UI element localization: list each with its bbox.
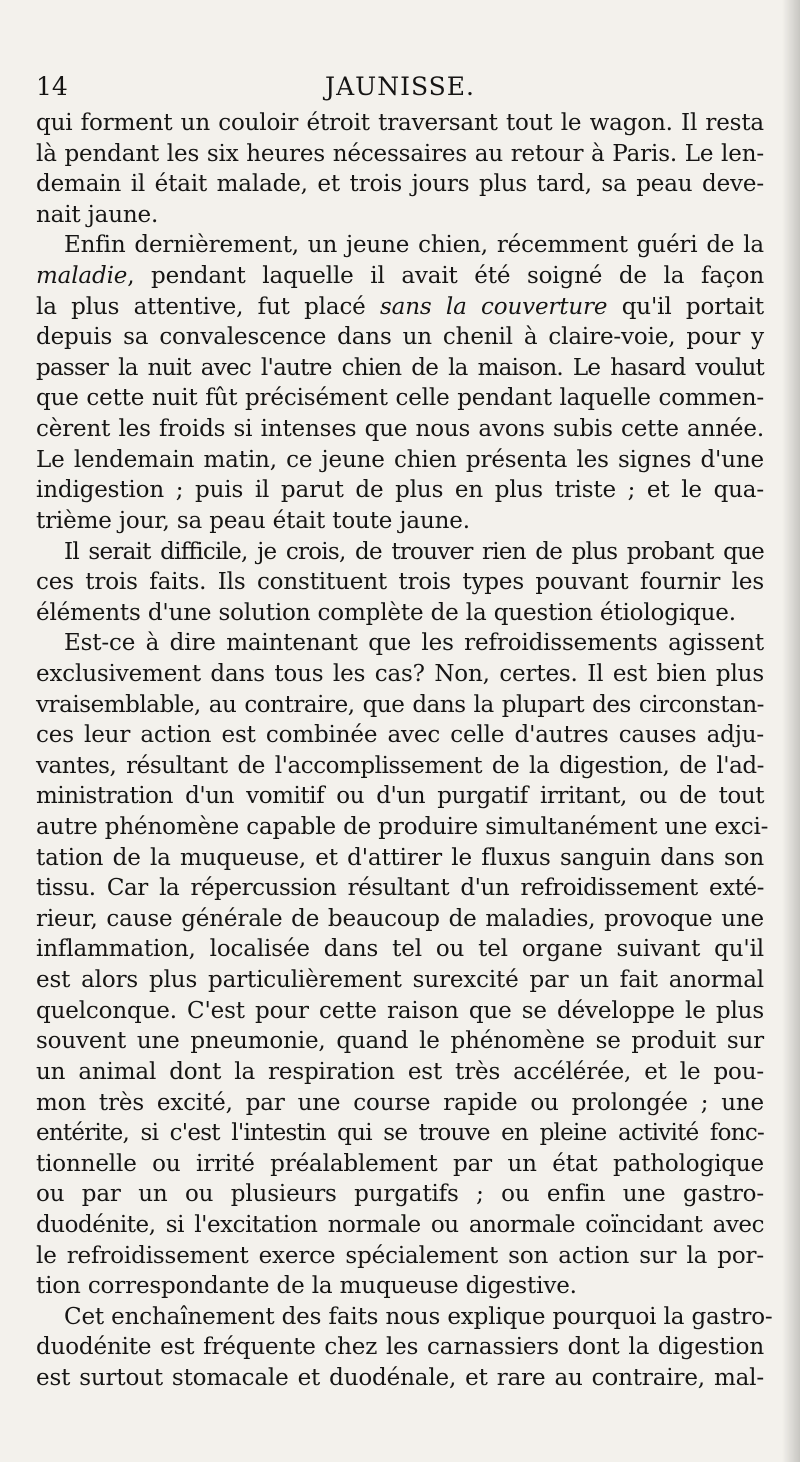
text-line: éléments d'une solution complète de la question étiologique. [36, 599, 736, 626]
text-line: là pendant les six heures nécessaires au retour à Paris. Le len- [36, 140, 764, 167]
text-line: Le lendemain matin, ce jeune chien présenta les signes d'une [36, 446, 764, 473]
text-line: le refroidissement exerce spécialement son action sur la por- [36, 1242, 764, 1269]
text-line: depuis sa convalescence dans un chenil à claire-voie, pour y [36, 324, 764, 351]
text-line: vantes, résultant de l'accomplissement de la digestion, de l'ad- [36, 752, 764, 779]
text-line: trième jour, sa peau était toute jaune. [36, 507, 470, 534]
text-line: un animal dont la respiration est très accélérée, et le pou- [36, 1058, 764, 1085]
text-line: vraisemblable, au contraire, que dans la plupart des circonstan- [36, 691, 764, 718]
text-line: ces trois faits. Ils constituent trois types pouvant fournir les [36, 569, 764, 596]
text-line: est surtout stomacale et duodénale, et rare au contraire, mal- [36, 1364, 764, 1391]
running-head [36, 68, 764, 108]
text-line: entérite, si c'est l'intestin qui se trouve en pleine activité fonc- [36, 1120, 764, 1147]
text-line: Enfin dernièrement, un jeune chien, récemment guéri de la [64, 232, 764, 259]
italic-text: sans la couverture [380, 293, 608, 320]
text-line: Il serait difficile, je crois, de trouver rien de plus probant que [64, 538, 764, 565]
text-line: mon très excité, par une course rapide ou prolongée ; une [36, 1089, 764, 1116]
text-line: Est-ce à dire maintenant que les refroidissements agissent [64, 630, 764, 657]
text-line: qui forment un couloir étroit traversant tout le wagon. Il resta [36, 110, 764, 136]
text-line: ministration d'un vomitif ou d'un purgatif irritant, ou de tout [36, 783, 764, 810]
text-line: Cet enchaînement des faits nous explique pourquoi la gastro- [64, 1303, 773, 1330]
text-line: souvent une pneumonie, quand le phénomène se produit sur [36, 1028, 764, 1055]
text-line: tation de la muqueuse, et d'attirer le fluxus sanguin dans son [36, 844, 764, 871]
text-line: indigestion ; puis il parut de plus en plus triste ; et le qua- [36, 477, 764, 504]
text-line: ou par un ou plusieurs purgatifs ; ou enfin une gastro- [36, 1181, 764, 1208]
text-line: autre phénomène capable de produire simultanément une exci- [36, 814, 769, 841]
text-line [36, 292, 764, 323]
text-line [36, 261, 764, 292]
body-text [36, 108, 773, 1394]
text-line: cèrent les froids si intenses que nous avons subis cette année. [36, 416, 764, 443]
italic-text: maladie [36, 263, 128, 290]
text-segment: qu'il portait [607, 293, 764, 320]
text-line: nait jaune. [36, 201, 159, 228]
text-line: exclusivement dans tous les cas? Non, certes. Il est bien plus [36, 660, 764, 687]
text-segment: la plus attentive, fut placé [36, 293, 380, 320]
text-line: demain il était malade, et trois jours plus tard, sa peau deve- [36, 171, 764, 198]
text-line: quelconque. C'est pour cette raison que se développe le plus [36, 997, 764, 1024]
running-title: JAUNISSE. [325, 72, 475, 101]
text-line: duodénite est fréquente chez les carnassiers dont la digestion [36, 1334, 764, 1361]
text-segment: , pendant laquelle il avait été soigné de la façon [127, 263, 764, 290]
text-line: rieur, cause générale de beaucoup de maladies, provoque une [36, 905, 764, 932]
text-line: que cette nuit fût précisément celle pendant laquelle commen- [36, 385, 764, 412]
text-line: est alors plus particulièrement surexcité par un fait anormal [36, 967, 764, 994]
text-line: tionnelle ou irrité préalablement par un état pathologique [36, 1150, 764, 1177]
text-line: duodénite, si l'excitation normale ou anormale coïncidant avec [36, 1211, 764, 1238]
text-line: inflammation, localisée dans tel ou tel organe suivant qu'il [36, 936, 764, 963]
text-line: tion correspondante de la muqueuse digestive. [36, 1273, 577, 1300]
text-line: ces leur action est combinée avec celle d'autres causes adju- [36, 722, 764, 749]
text-line: passer la nuit avec l'autre chien de la maison. Le hasard voulut [36, 354, 764, 381]
text-line: tissu. Car la répercussion résultant d'un refroidissement exté- [36, 875, 764, 902]
page-number: 14 [36, 72, 68, 101]
page-edge-shadow [782, 0, 800, 1462]
